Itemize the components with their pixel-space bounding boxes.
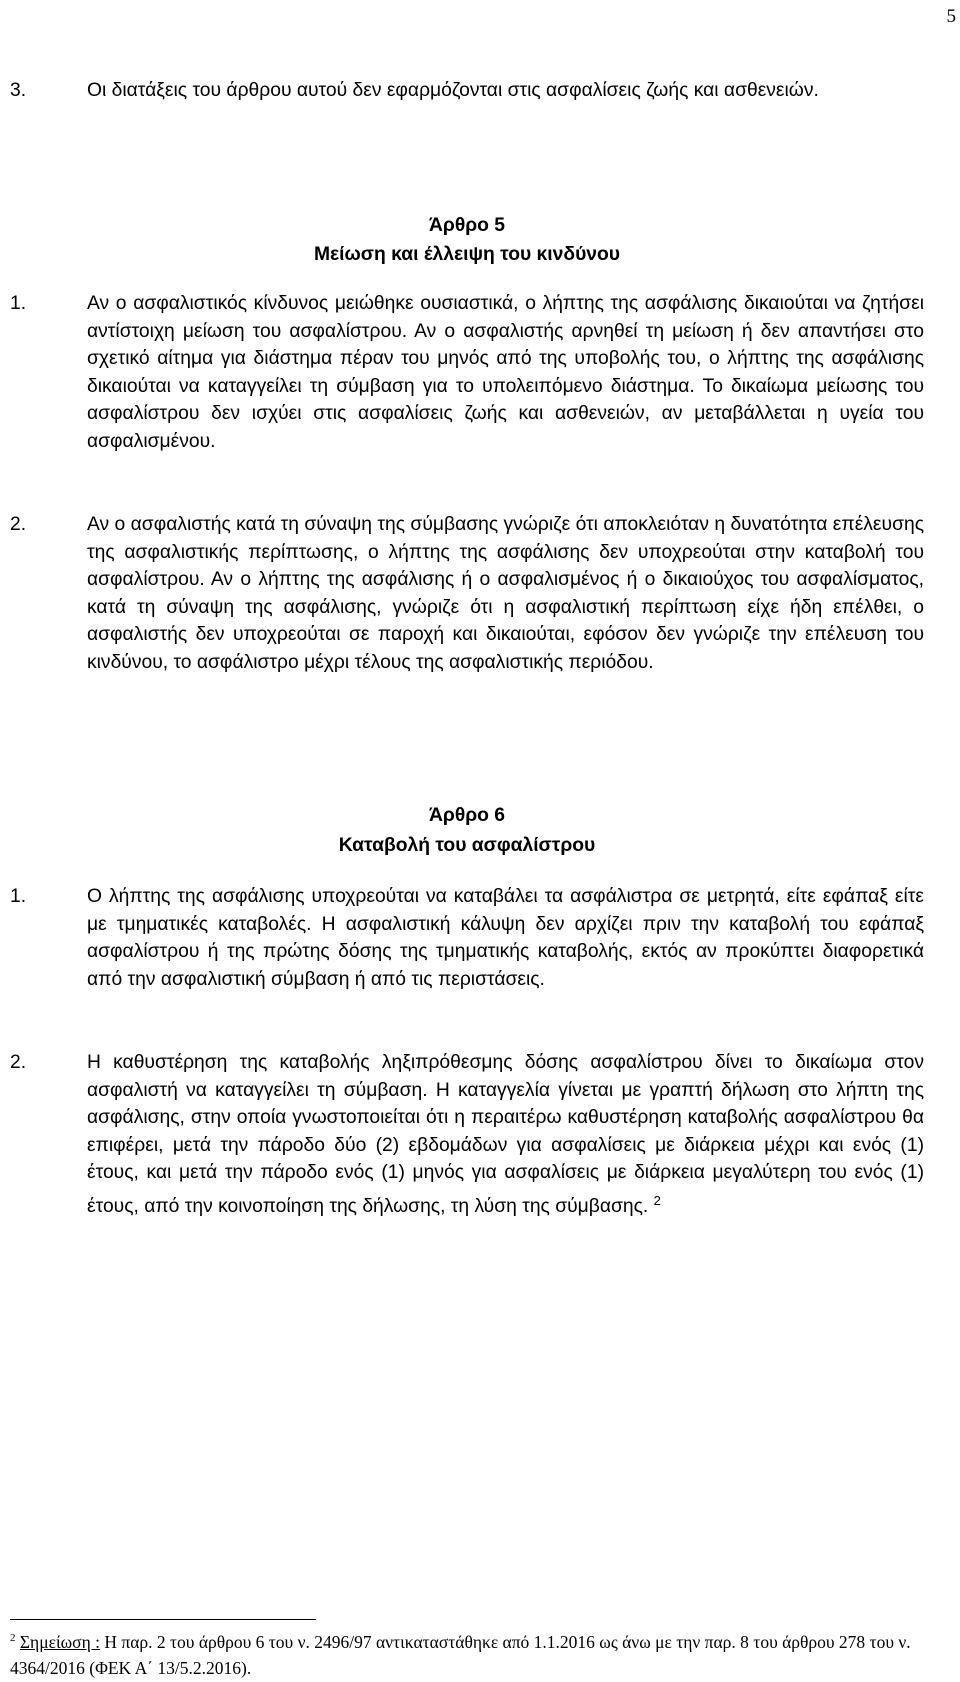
footnote — [10, 1625, 924, 1681]
article-6-paragraph-1 — [10, 883, 924, 993]
paragraph-text: Αν ο ασφαλιστής κατά τη σύναψη της σύμβασης γνώριζε ότι αποκλειόταν η δυνατότητα επέλευσης της ασφαλιστικής περίπτωσης, ο λήπτης της ασφάλισης δεν υποχρεούται στην καταβολή του ασφαλίστρου. Αν ο λήπτης της ασφάλισης ή ο ασφαλισμένος ή ο δικαιούχος του ασφαλίσματος, κατά τη σύναψη της ασφάλισης, γνώριζε ότι η ασφαλιστική περίπτωση είχε ήδη επέλθει, ο ασφαλιστής δεν υποχρεούται σε παροχή και δικαιούται, εφόσον δεν γνώριζε την επέλευση του κινδύνου, το ασφάλιστρο μέχρι τέλους της ασφαλιστικής περιόδου. — [87, 514, 924, 673]
footnote-text: Η παρ. 2 του άρθρου 6 του ν. 2496/97 αντικαταστάθηκε από 1.1.2016 ως άνω με την παρ. 8 του άρθρου 278 του ν. 4364/2016 (ΦΕΚ Α΄ 13/5.2.2016). — [10, 1631, 911, 1678]
footnote-label: Σημείωση : — [19, 1631, 100, 1652]
article-6-subtitle: Καταβολή του ασφαλίστρου — [338, 835, 596, 856]
paragraph-number: 2. — [10, 1052, 27, 1073]
article-5-title: Άρθρο 5 — [428, 215, 506, 236]
page-number: 5 — [946, 6, 956, 27]
article-5-subtitle: Μείωση και έλλειψη του κινδύνου — [313, 244, 621, 265]
article-5-paragraph-1 — [10, 290, 924, 456]
footnote-separator — [10, 1619, 316, 1620]
paragraph-number: 2. — [10, 514, 27, 535]
paragraph-number: 3. — [10, 80, 27, 101]
article-5-paragraph-2 — [10, 511, 924, 677]
paragraph-text: Αν ο ασφαλιστικός κίνδυνος μειώθηκε ουσιαστικά, ο λήπτης της ασφάλισης δικαιούται να ζητήσει αντίστοιχη μείωση του ασφαλίστρου. Αν ο ασφαλιστής αρνηθεί τη μείωση ή δεν απαντήσει στο σχετικό αίτημα για διάστημα πέραν του μηνός από της υποβολής του, ο λήπτης της ασφάλισης δικαιούται να καταγγείλει τη σύμβαση για το υπολειπόμενο διάστημα. Το δικαίωμα μείωσης του ασφαλίστρου δεν ισχύει στις ασφαλίσεις ζωής και ασθενειών, αν μεταβάλλεται η υγεία του ασφαλισμένου. — [87, 293, 924, 452]
paragraph-number: 1. — [10, 886, 27, 907]
article-6-title: Άρθρο 6 — [428, 805, 506, 826]
footnote-reference[interactable]: 2 — [653, 1192, 661, 1208]
footnote-marker: 2 — [10, 1632, 16, 1644]
paragraph-text: Η καθυστέρηση της καταβολής ληξιπρόθεσμης δόσης ασφαλίστρου δίνει το δικαίωμα στον ασφαλιστή να καταγγείλει τη σύμβαση. Η καταγγελία γίνεται με γραπτή δήλωση στο λήπτη της ασφάλισης, στην οποία γνωστοποιείται ότι η περαιτέρω καθυστέρηση καταβολής ασφαλίστρου θα επιφέρει, μετά την πάροδο δύο (2) εβδομάδων για ασφαλίσεις με διάρκεια μέχρι και ενός (1) έτους, και μετά την πάροδο ενός (1) μηνός για ασφαλίσεις με διάρκεια μεγαλύτερη του ενός (1) έτους, από την κοινοποίηση της δήλωσης, τη λύση της σύμβασης. — [87, 1052, 924, 1217]
intro-paragraph — [10, 77, 924, 105]
paragraph-text: Οι διατάξεις του άρθρου αυτού δεν εφαρμόζονται στις ασφαλίσεις ζωής και ασθενειών. — [87, 80, 819, 101]
paragraph-number: 1. — [10, 293, 27, 314]
article-6-paragraph-2 — [10, 1049, 924, 1221]
paragraph-text: Ο λήπτης της ασφάλισης υποχρεούται να καταβάλει τα ασφάλιστρα σε μετρητά, είτε εφάπαξ είτε με τμηματικές καταβολές. Η ασφαλιστική κάλυψη δεν αρχίζει πριν την καταβολή του εφάπαξ ασφαλίστρου ή της πρώτης δόσης της τμηματικής καταβολής, εκτός αν προκύπτει διαφορετικά από την ασφαλιστική σύμβαση ή από τις περιστάσεις. — [87, 886, 924, 990]
paragraph-text-container — [87, 1049, 924, 1221]
